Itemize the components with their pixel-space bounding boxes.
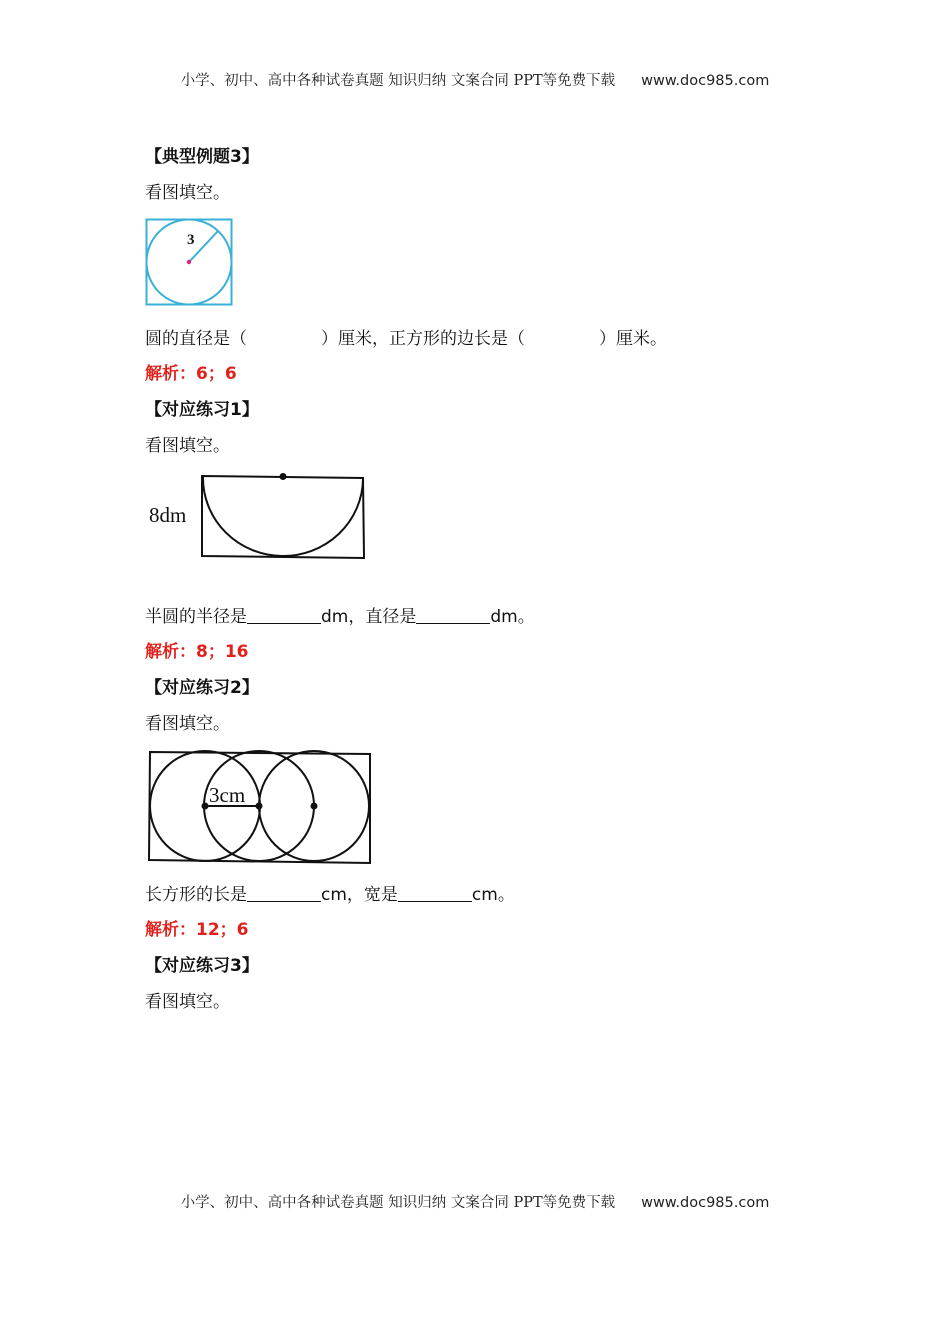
height-label: 8dm — [149, 503, 187, 527]
example3-figure — [145, 218, 233, 306]
practice1-figure — [145, 470, 370, 562]
practice2-answer: 解析：12；6 — [145, 920, 249, 940]
center-dot-middle — [256, 803, 263, 810]
example3-q-part2: ）厘米，正方形的边长是（ — [321, 329, 525, 349]
example3-answer: 解析：6；6 — [145, 364, 237, 384]
footer-text: 小学、初中、高中各种试卷真题 知识归纳 文案合同 PPT等免费下载 — [180, 1195, 616, 1211]
example3-title: 【典型例题3】 — [145, 147, 259, 167]
center-dot — [280, 473, 287, 480]
width-blank[interactable] — [398, 885, 472, 902]
practice2-prompt: 看图填空。 — [145, 714, 230, 734]
length-blank[interactable] — [247, 885, 321, 902]
center-dot-right — [311, 803, 318, 810]
practice1-prompt: 看图填空。 — [145, 436, 230, 456]
center-dot-left — [202, 803, 209, 810]
practice2-q-part1: 长方形的长是 — [145, 885, 247, 905]
rectangle-shape — [202, 476, 364, 558]
practice2-figure — [145, 748, 375, 868]
center-dot — [187, 260, 191, 264]
footer-site: www.doc985.com — [641, 1195, 770, 1211]
diameter-blank[interactable] — [416, 607, 490, 624]
practice1-q-part3: dm。 — [490, 607, 535, 627]
practice1-answer: 解析：8；16 — [145, 642, 249, 662]
header-site: www.doc985.com — [641, 73, 770, 89]
practice1-question — [145, 606, 535, 628]
example3-question — [145, 328, 667, 350]
practice1-q-part2: dm，直径是 — [321, 607, 417, 627]
practice2-q-part2: cm，宽是 — [321, 885, 398, 905]
header-text: 小学、初中、高中各种试卷真题 知识归纳 文案合同 PPT等免费下载 — [180, 73, 616, 89]
radius-label: 3cm — [209, 783, 246, 807]
example3-q-part1: 圆的直径是（ — [145, 329, 247, 349]
practice2-q-part3: cm。 — [471, 885, 515, 905]
practice1-title: 【对应练习1】 — [145, 400, 259, 420]
practice1-q-part1: 半圆的半径是 — [145, 607, 247, 627]
radius-blank[interactable] — [247, 607, 321, 624]
practice2-title: 【对应练习2】 — [145, 678, 259, 698]
page-header — [0, 69, 950, 90]
semicircle-shape — [203, 477, 363, 556]
practice3-title: 【对应练习3】 — [145, 956, 259, 976]
practice2-question — [145, 884, 515, 906]
radius-label: 3 — [187, 232, 195, 248]
practice3-prompt: 看图填空。 — [145, 992, 230, 1012]
example3-q-part3: ）厘米。 — [599, 329, 667, 349]
example3-prompt: 看图填空。 — [145, 183, 230, 203]
page-footer — [0, 1191, 950, 1212]
